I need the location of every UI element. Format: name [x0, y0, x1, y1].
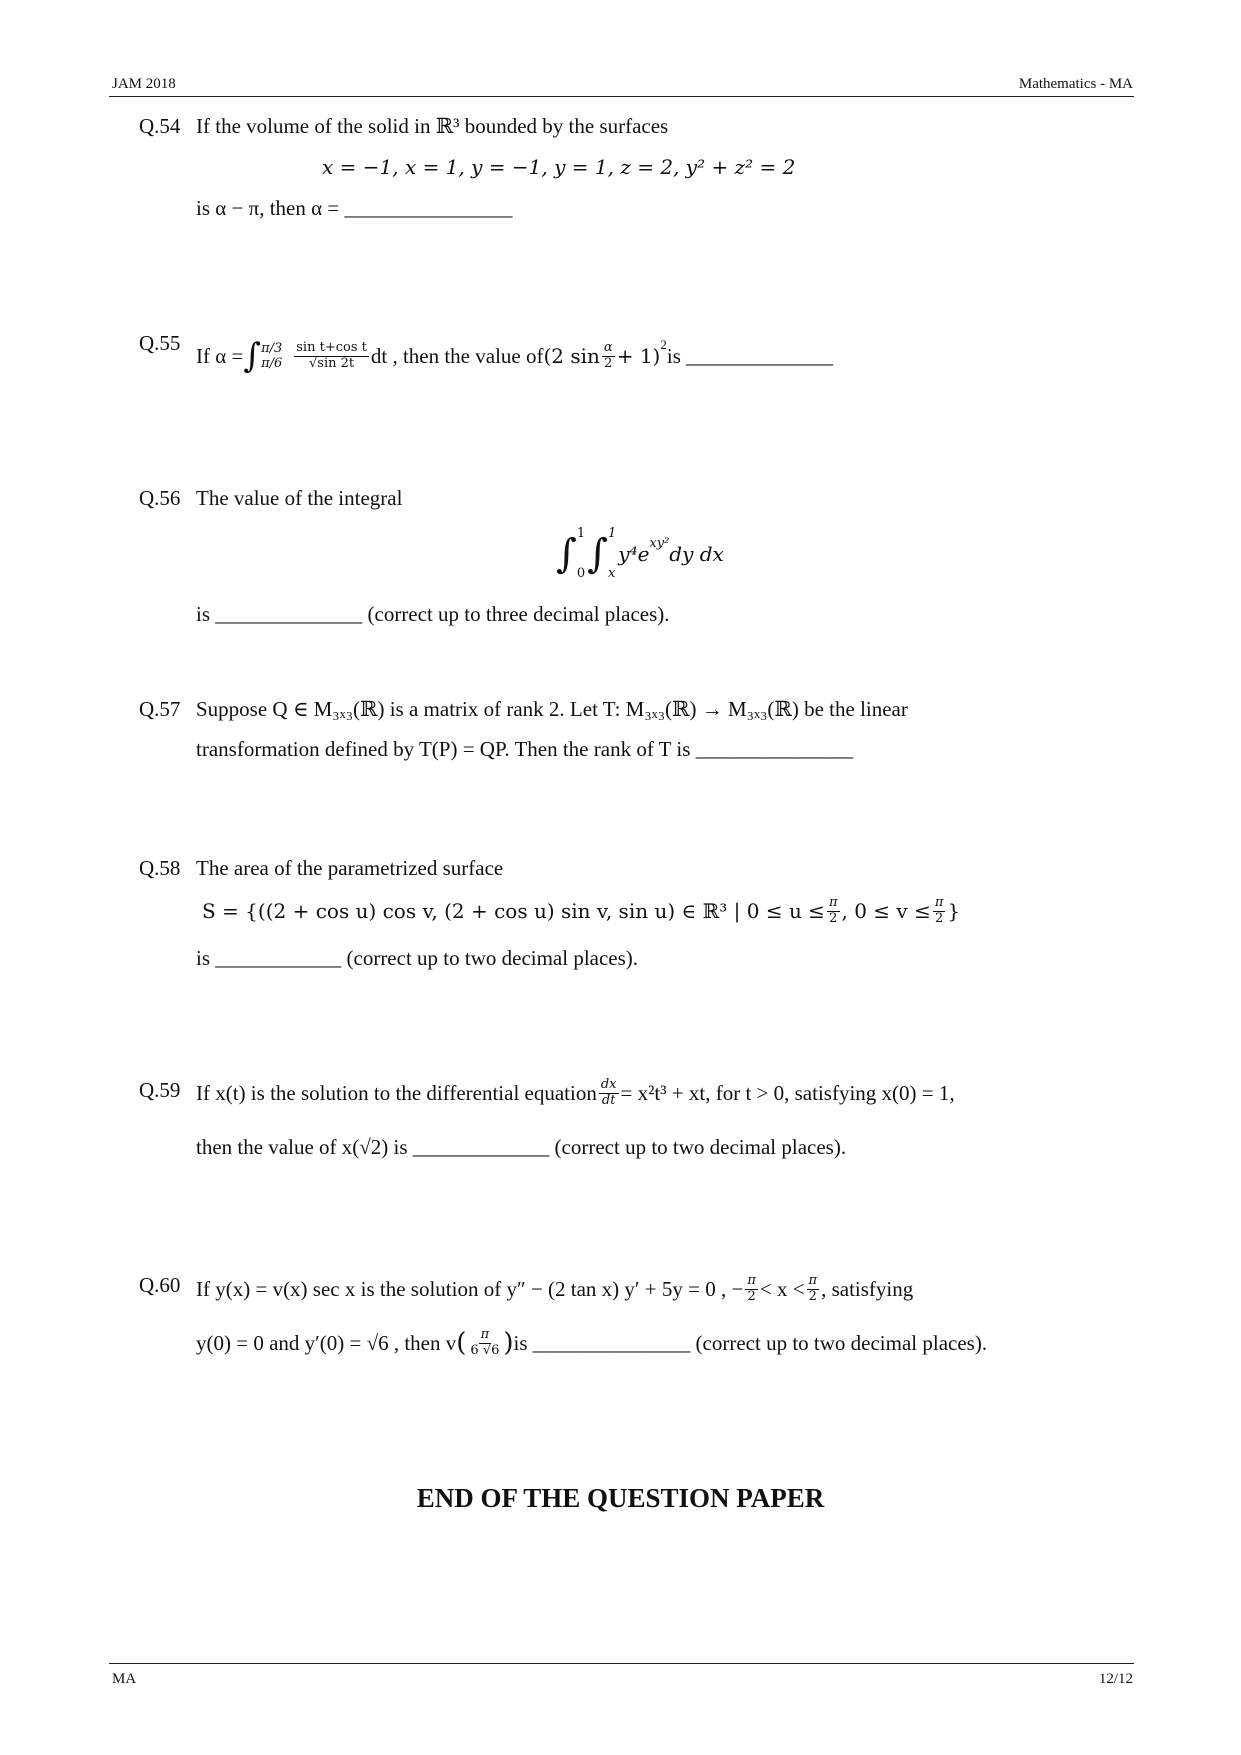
alpha-fraction	[602, 341, 615, 372]
question-text	[196, 1078, 955, 1109]
lower-limit: π/6	[261, 356, 283, 372]
denominator: 6 √6	[470, 1343, 500, 1359]
text-segment: dt , then the value of	[370, 343, 544, 368]
integral-sign: ∫	[556, 531, 577, 577]
integral-sign: ∫	[587, 531, 608, 577]
header-rule	[109, 96, 1134, 97]
question-text: then the value of x(√2) is _____________ (correct up to two decimal places).	[196, 1135, 847, 1159]
question-text: If the volume of the solid in ℝ³ bounded by the surfaces	[196, 114, 669, 138]
integrand: y⁴e	[618, 542, 650, 566]
text-segment: is _______________ (correct up to two decimal places).	[513, 1331, 988, 1355]
end-of-paper: END OF THE QUESTION PAPER	[416, 1483, 825, 1513]
integral-limits	[608, 526, 616, 582]
question-text	[196, 1328, 987, 1359]
denominator: 2	[604, 355, 613, 371]
question-text: is α − π, then α = ________________	[196, 196, 513, 220]
question-number: Q.57	[139, 697, 181, 721]
surface-set	[202, 896, 960, 927]
question-text: The area of the parametrized surface	[196, 856, 504, 880]
expression: (2 sin	[543, 344, 600, 369]
expression: + 1)	[616, 344, 661, 369]
footer-rule	[109, 1663, 1134, 1664]
integral-sign: ∫	[243, 336, 262, 376]
exponent: 2	[660, 336, 667, 352]
question-number: Q.55	[139, 331, 181, 355]
upper-limit: 1	[607, 526, 617, 541]
set-expression: S = {((2 + cos u) cos v, (2 + cos u) sin v, sin u) ∈ ℝ³ | 0 ≤ u ≤	[202, 899, 825, 924]
derivative-fraction	[599, 1078, 619, 1109]
upper-limit: π/3	[261, 340, 283, 356]
denominator: dt	[601, 1092, 616, 1108]
denominator: 2	[934, 910, 944, 926]
question-text: is ____________ (correct up to two decimal places).	[196, 946, 639, 970]
set-expression: }	[947, 899, 961, 924]
question-text	[196, 336, 833, 377]
header-left: JAM 2018	[112, 76, 176, 92]
denominator: 2	[829, 910, 838, 926]
double-integral	[556, 526, 724, 582]
paren-open: (	[456, 1328, 467, 1358]
differentials: dy dx	[669, 542, 724, 566]
page-number: 12/12	[1098, 1671, 1133, 1687]
numerator: sin t+cos t	[296, 339, 367, 355]
text-segment: , satisfying	[821, 1276, 914, 1301]
pi-fraction	[827, 896, 840, 927]
footer-left: MA	[112, 1671, 137, 1687]
question-number: Q.58	[139, 856, 181, 880]
exponent: xy²	[649, 536, 670, 552]
question-number: Q.56	[139, 486, 181, 510]
text-segment: If α =	[196, 343, 244, 368]
question-text: The value of the integral	[196, 486, 403, 510]
header-right: Mathematics - MA	[1018, 76, 1133, 92]
numerator: α	[603, 339, 613, 355]
denominator: 2	[747, 1288, 756, 1304]
numerator: dx	[600, 1077, 617, 1092]
lower-limit: 0	[576, 566, 586, 582]
text-segment: If x(t) is the solution to the differential equation	[196, 1080, 597, 1105]
question-number: Q.59	[139, 1078, 181, 1102]
integrand-fraction	[294, 341, 369, 372]
upper-limit: 1	[576, 526, 586, 541]
v-argument-fraction	[468, 1328, 501, 1359]
numerator: π	[747, 1273, 756, 1288]
question-text: Suppose Q ∈ M₃ₓ₃(ℝ) is a matrix of rank 2. Let T: M₃ₓ₃(ℝ) → M₃ₓ₃(ℝ) be the linear	[196, 697, 908, 721]
question-text: is ______________ (correct up to three decimal places).	[196, 602, 670, 626]
text-segment: = x²t³ + xt, for t > 0, satisfying x(0) = 1,	[620, 1080, 955, 1105]
text-segment: y(0) = 0 and y′(0) = √6 , then v	[196, 1331, 457, 1355]
pi-fraction	[933, 896, 946, 927]
denominator: √sin 2t	[309, 355, 355, 371]
numerator: π	[480, 1327, 490, 1343]
question-text: transformation defined by T(P) = QP. Then the rank of T is _______________	[196, 737, 854, 761]
pi-fraction	[745, 1274, 758, 1305]
pi-fraction	[807, 1274, 820, 1305]
question-text	[196, 1274, 913, 1305]
integral-limits	[261, 341, 282, 372]
numerator: π	[808, 1273, 818, 1288]
paren-close: )	[503, 1328, 514, 1358]
numerator: π	[828, 895, 838, 910]
equation: x = −1, x = 1, y = −1, y = 1, z = 2, y² + z² = 2	[322, 155, 796, 179]
question-number: Q.60	[139, 1273, 181, 1297]
denominator: 2	[808, 1288, 817, 1304]
numerator: π	[934, 895, 944, 910]
lower-limit: x	[607, 566, 616, 582]
text-segment: is ______________	[666, 343, 834, 368]
text-segment: If y(x) = v(x) sec x is the solution of y″ − (2 tan x) y′ + 5y = 0 , −	[196, 1276, 744, 1301]
text-segment: < x <	[759, 1276, 805, 1301]
integral-limits	[577, 526, 585, 582]
set-expression: , 0 ≤ v ≤	[841, 899, 931, 924]
question-number: Q.54	[139, 114, 181, 138]
